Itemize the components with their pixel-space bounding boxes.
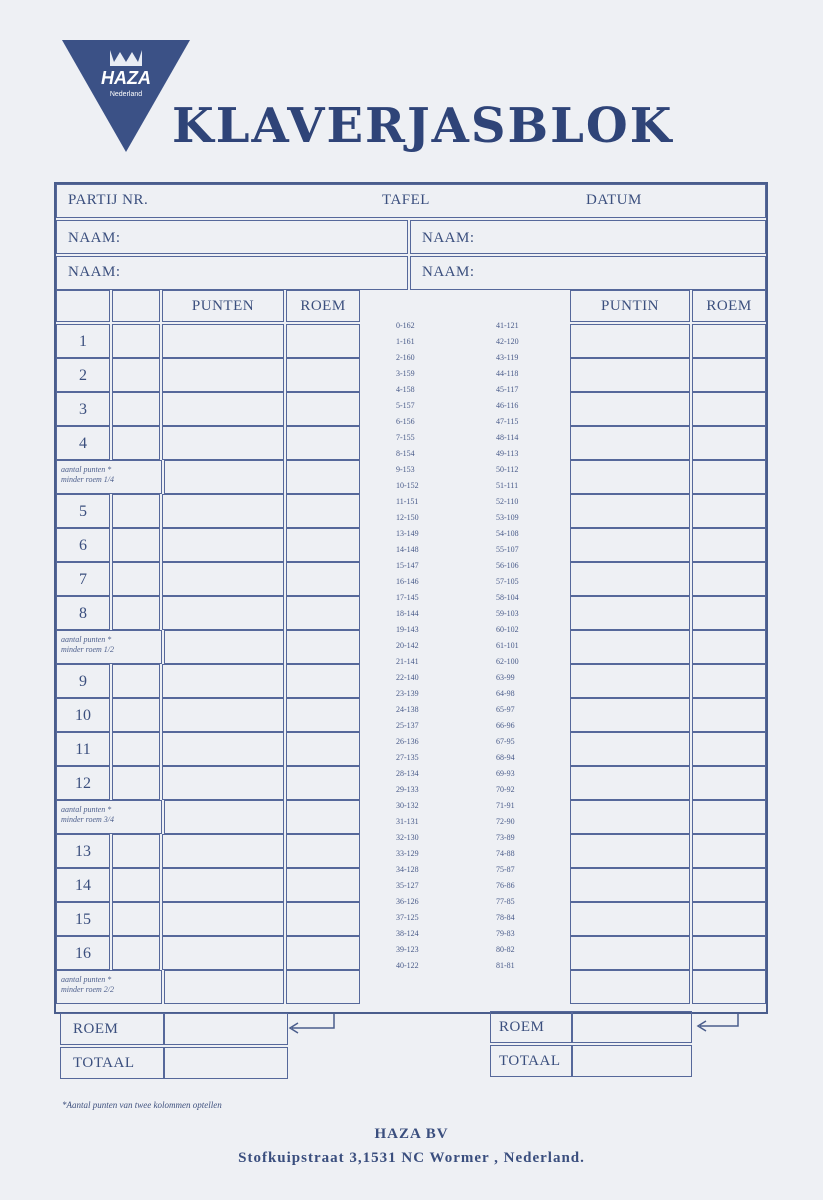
roem-cell-right[interactable] [692, 732, 766, 766]
score-left: 27-135 [396, 753, 419, 762]
score-pair-row [384, 574, 554, 590]
round-number: 8 [56, 596, 110, 630]
score-right: 49-113 [496, 449, 519, 458]
score-right: 47-115 [496, 417, 519, 426]
score-left: 8-154 [396, 449, 415, 458]
punten-cell-right[interactable] [570, 426, 690, 460]
score-left: 26-136 [396, 737, 419, 746]
punten-cell-right[interactable] [570, 324, 690, 358]
score-right: 62-100 [496, 657, 519, 666]
round-mark-cell[interactable] [112, 834, 160, 868]
roem-cell-left[interactable] [286, 494, 360, 528]
score-right: 50-112 [496, 465, 519, 474]
score-right: 43-119 [496, 353, 519, 362]
page-title: KLAVERJASBLOK [172, 98, 674, 154]
roem-total-right[interactable] [572, 1011, 692, 1043]
punten-cell-left[interactable] [162, 664, 284, 698]
score-right: 56-106 [496, 561, 519, 570]
score-left: 21-141 [396, 657, 419, 666]
round-mark-cell[interactable] [112, 358, 160, 392]
score-left: 19-143 [396, 625, 419, 634]
score-left: 10-152 [396, 481, 419, 490]
roem-cell-left[interactable] [286, 868, 360, 902]
punten-cell-left[interactable] [162, 766, 284, 800]
punten-cell-right[interactable] [570, 392, 690, 426]
score-left: 34-128 [396, 865, 419, 874]
note-line-1: aantal punten * [61, 805, 112, 814]
score-right: 52-110 [496, 497, 519, 506]
subtotal-note [56, 970, 162, 1004]
score-right: 66-96 [496, 721, 515, 730]
subtotal-punten-right[interactable] [570, 970, 690, 1004]
score-left: 29-133 [396, 785, 419, 794]
round-mark-cell[interactable] [112, 562, 160, 596]
punten-cell-right[interactable] [570, 834, 690, 868]
round-number: 12 [56, 766, 110, 800]
score-pair-row [384, 382, 554, 398]
roem-cell-left[interactable] [286, 392, 360, 426]
subtotal-punten-left[interactable] [164, 630, 284, 664]
punten-cell-left[interactable] [162, 392, 284, 426]
score-pair-row [384, 942, 554, 958]
score-left: 11-151 [396, 497, 419, 506]
roem-cell-left[interactable] [286, 324, 360, 358]
score-right: 68-94 [496, 753, 515, 762]
score-right: 63-99 [496, 673, 515, 682]
score-right: 81-81 [496, 961, 515, 970]
score-left: 9-153 [396, 465, 415, 474]
subtotal-note [56, 800, 162, 834]
score-right: 80-82 [496, 945, 515, 954]
score-pair-row [384, 926, 554, 942]
roem-cell-right[interactable] [692, 766, 766, 800]
score-left: 40-122 [396, 961, 419, 970]
score-left: 32-130 [396, 833, 419, 842]
score-pair-row [384, 718, 554, 734]
round-mark-cell[interactable] [112, 664, 160, 698]
punten-cell-left[interactable] [162, 868, 284, 902]
score-pair-row [384, 654, 554, 670]
punten-cell-right[interactable] [570, 528, 690, 562]
subtotal-roem-left[interactable] [286, 800, 360, 834]
naam-label-4: NAAM: [422, 264, 475, 280]
score-right: 67-95 [496, 737, 515, 746]
score-left: 23-139 [396, 689, 419, 698]
arrow-left-icon [286, 1012, 338, 1034]
score-right: 77-85 [496, 897, 515, 906]
roem-header-left: ROEM [286, 290, 360, 322]
round-mark-cell[interactable] [112, 426, 160, 460]
score-left: 1-161 [396, 337, 415, 346]
score-pair-row [384, 750, 554, 766]
score-right: 71-91 [496, 801, 515, 810]
punten-cell-left[interactable] [162, 698, 284, 732]
score-pair-row [384, 606, 554, 622]
totaal-right[interactable] [572, 1045, 692, 1077]
roem-cell-right[interactable] [692, 868, 766, 902]
roem-cell-left[interactable] [286, 596, 360, 630]
roem-total-label-left: ROEM [60, 1013, 164, 1045]
score-left: 38-124 [396, 929, 419, 938]
round-number: 4 [56, 426, 110, 460]
subtotal-roem-left[interactable] [286, 460, 360, 494]
score-right: 65-97 [496, 705, 515, 714]
score-pair-row [384, 510, 554, 526]
score-pair-row [384, 878, 554, 894]
score-right: 57-105 [496, 577, 519, 586]
subtotal-roem-right[interactable] [692, 460, 766, 494]
score-pair-row [384, 334, 554, 350]
naam-label-1: NAAM: [68, 230, 121, 246]
roem-cell-left[interactable] [286, 358, 360, 392]
score-pair-row [384, 590, 554, 606]
punten-cell-left[interactable] [162, 358, 284, 392]
score-pair-row [384, 862, 554, 878]
note-line-1: aantal punten * [61, 465, 112, 474]
round-number: 13 [56, 834, 110, 868]
score-pair-row [384, 430, 554, 446]
subtotal-punten-left[interactable] [164, 970, 284, 1004]
roem-cell-left[interactable] [286, 426, 360, 460]
subtotal-roem-right[interactable] [692, 970, 766, 1004]
score-pair-row [384, 910, 554, 926]
score-left: 7-155 [396, 433, 415, 442]
score-pair-row [384, 958, 554, 974]
score-pair-row [384, 830, 554, 846]
score-left: 37-125 [396, 913, 419, 922]
score-left: 17-145 [396, 593, 419, 602]
roem-cell-left[interactable] [286, 562, 360, 596]
score-pair-row [384, 686, 554, 702]
roem-cell-right[interactable] [692, 392, 766, 426]
score-right: 75-87 [496, 865, 515, 874]
score-left: 36-126 [396, 897, 419, 906]
punten-cell-left[interactable] [162, 936, 284, 970]
round-number: 9 [56, 664, 110, 698]
score-left: 6-156 [396, 417, 415, 426]
roem-total-label-right: ROEM [490, 1011, 572, 1043]
roem-cell-right[interactable] [692, 562, 766, 596]
roem-cell-right[interactable] [692, 596, 766, 630]
punten-cell-left[interactable] [162, 902, 284, 936]
subtotal-roem-left[interactable] [286, 970, 360, 1004]
roem-cell-right[interactable] [692, 324, 766, 358]
tafel-label: TAFEL [382, 192, 430, 208]
subtotal-punten-left[interactable] [164, 460, 284, 494]
score-right: 58-104 [496, 593, 519, 602]
score-right: 48-114 [496, 433, 519, 442]
footnote: *Aantal punten van twee kolommen optellen [62, 1100, 222, 1110]
subtotal-punten-right[interactable] [570, 630, 690, 664]
round-mark-cell[interactable] [112, 324, 160, 358]
roem-cell-left[interactable] [286, 528, 360, 562]
round-number: 14 [56, 868, 110, 902]
punten-cell-right[interactable] [570, 698, 690, 732]
round-number: 7 [56, 562, 110, 596]
score-right: 45-117 [496, 385, 519, 394]
round-number: 1 [56, 324, 110, 358]
punten-cell-right[interactable] [570, 936, 690, 970]
score-pair-row [384, 670, 554, 686]
score-pair-row [384, 766, 554, 782]
score-pair-row [384, 542, 554, 558]
score-right: 46-116 [496, 401, 519, 410]
score-left: 12-150 [396, 513, 419, 522]
subtotal-punten-right[interactable] [570, 460, 690, 494]
score-reference-list [384, 318, 554, 974]
punten-cell-left[interactable] [162, 426, 284, 460]
roem-cell-left[interactable] [286, 698, 360, 732]
score-left: 30-132 [396, 801, 419, 810]
note-line-2: minder roem 1/4 [61, 475, 115, 484]
naam-label-3: NAAM: [68, 264, 121, 280]
punten-cell-right[interactable] [570, 596, 690, 630]
score-left: 22-140 [396, 673, 419, 682]
punten-cell-right[interactable] [570, 766, 690, 800]
score-left: 5-157 [396, 401, 415, 410]
score-left: 14-148 [396, 545, 419, 554]
logo-sub: Nederland [109, 91, 143, 98]
score-right: 76-86 [496, 881, 515, 890]
score-reference-table [384, 318, 554, 974]
punten-cell-left[interactable] [162, 834, 284, 868]
score-right: 74-88 [496, 849, 515, 858]
score-pair-row [384, 350, 554, 366]
punten-cell-left[interactable] [162, 596, 284, 630]
roem-cell-left[interactable] [286, 732, 360, 766]
score-right: 79-83 [496, 929, 515, 938]
round-number: 16 [56, 936, 110, 970]
score-left: 2-160 [396, 353, 415, 362]
score-left: 31-131 [396, 817, 419, 826]
score-pair-row [384, 494, 554, 510]
score-right: 64-98 [496, 689, 515, 698]
score-right: 59-103 [496, 609, 519, 618]
round-mark-cell[interactable] [112, 936, 160, 970]
score-left: 0-162 [396, 321, 415, 330]
score-left: 13-149 [396, 529, 419, 538]
score-pair-row [384, 846, 554, 862]
note-line-2: minder roem 1/2 [61, 645, 115, 654]
roem-header-right: ROEM [692, 290, 766, 322]
roem-cell-left[interactable] [286, 936, 360, 970]
score-pair-row [384, 798, 554, 814]
score-pair-row [384, 446, 554, 462]
subtotal-roem-right[interactable] [692, 800, 766, 834]
score-pair-row [384, 366, 554, 382]
punten-cell-left[interactable] [162, 528, 284, 562]
punten-cell-right[interactable] [570, 868, 690, 902]
score-right: 54-108 [496, 529, 519, 538]
partij-label: PARTIJ NR. [68, 192, 149, 208]
score-right: 51-111 [496, 481, 519, 490]
round-mark-cell[interactable] [112, 528, 160, 562]
score-pair-row [384, 398, 554, 414]
haza-logo [62, 40, 190, 152]
round-mark-cell[interactable] [112, 494, 160, 528]
punten-cell-right[interactable] [570, 902, 690, 936]
round-number: 2 [56, 358, 110, 392]
logo-brand: HAZA [101, 68, 151, 88]
score-right: 70-92 [496, 785, 515, 794]
subtotal-note [56, 630, 162, 664]
score-left: 39-123 [396, 945, 419, 954]
score-right: 61-101 [496, 641, 519, 650]
round-number: 15 [56, 902, 110, 936]
punten-cell-right[interactable] [570, 664, 690, 698]
round-mark-cell[interactable] [112, 596, 160, 630]
roem-cell-right[interactable] [692, 528, 766, 562]
score-left: 35-127 [396, 881, 419, 890]
round-number: 6 [56, 528, 110, 562]
round-mark-cell[interactable] [112, 868, 160, 902]
score-right: 73-89 [496, 833, 515, 842]
score-pair-row [384, 478, 554, 494]
score-right: 42-120 [496, 337, 519, 346]
roem-cell-right[interactable] [692, 698, 766, 732]
punten-header-left: PUNTEN [162, 290, 284, 322]
score-right: 69-93 [496, 769, 515, 778]
subtotal-note [56, 460, 162, 494]
arrow-right-icon [692, 1010, 744, 1032]
round-number: 3 [56, 392, 110, 426]
score-right: 41-121 [496, 321, 519, 330]
score-pair-row [384, 414, 554, 430]
score-pair-row [384, 894, 554, 910]
round-number: 10 [56, 698, 110, 732]
company-address: Stofkuipstraat 3,1531 NC Wormer , Nederland. [238, 1150, 585, 1166]
score-left: 16-146 [396, 577, 419, 586]
score-left: 18-144 [396, 609, 419, 618]
score-right: 44-118 [496, 369, 519, 378]
score-pair-row [384, 622, 554, 638]
roem-cell-right[interactable] [692, 834, 766, 868]
left-blank-header-1 [56, 290, 110, 322]
score-right: 60-102 [496, 625, 519, 634]
score-left: 15-147 [396, 561, 419, 570]
score-right: 55-107 [496, 545, 519, 554]
punten-cell-right[interactable] [570, 732, 690, 766]
subtotal-roem-left[interactable] [286, 630, 360, 664]
punten-cell-left[interactable] [162, 562, 284, 596]
score-left: 20-142 [396, 641, 419, 650]
round-mark-cell[interactable] [112, 392, 160, 426]
score-left: 25-137 [396, 721, 419, 730]
round-mark-cell[interactable] [112, 766, 160, 800]
score-left: 4-158 [396, 385, 415, 394]
datum-label: DATUM [586, 192, 642, 208]
round-mark-cell[interactable] [112, 698, 160, 732]
punten-header-right: PUNTIN [570, 290, 690, 322]
note-line-1: aantal punten * [61, 635, 112, 644]
subtotal-punten-right[interactable] [570, 800, 690, 834]
score-left: 3-159 [396, 369, 415, 378]
roem-total-left[interactable] [164, 1013, 288, 1045]
totaal-left[interactable] [164, 1047, 288, 1079]
score-right: 78-84 [496, 913, 515, 922]
note-line-1: aantal punten * [61, 975, 112, 984]
roem-cell-left[interactable] [286, 834, 360, 868]
company-name: HAZA BV [374, 1126, 449, 1142]
punten-cell-left[interactable] [162, 324, 284, 358]
roem-cell-right[interactable] [692, 494, 766, 528]
punten-cell-right[interactable] [570, 494, 690, 528]
punten-cell-right[interactable] [570, 562, 690, 596]
roem-cell-right[interactable] [692, 936, 766, 970]
note-line-2: minder roem 2/2 [61, 985, 115, 994]
score-pair-row [384, 318, 554, 334]
roem-cell-left[interactable] [286, 766, 360, 800]
score-left: 33-129 [396, 849, 419, 858]
roem-cell-right[interactable] [692, 664, 766, 698]
score-pair-row [384, 558, 554, 574]
score-pair-row [384, 526, 554, 542]
punten-cell-right[interactable] [570, 358, 690, 392]
score-right: 72-90 [496, 817, 515, 826]
totaal-label-right: TOTAAL [490, 1045, 572, 1077]
roem-cell-right[interactable] [692, 902, 766, 936]
score-left: 28-134 [396, 769, 419, 778]
score-pair-row [384, 638, 554, 654]
subtotal-punten-left[interactable] [164, 800, 284, 834]
totaal-label-left: TOTAAL [60, 1047, 164, 1079]
score-pair-row [384, 782, 554, 798]
score-left: 24-138 [396, 705, 419, 714]
round-number: 11 [56, 732, 110, 766]
score-pair-row [384, 734, 554, 750]
roem-cell-right[interactable] [692, 426, 766, 460]
score-pair-row [384, 702, 554, 718]
round-mark-cell[interactable] [112, 902, 160, 936]
naam-label-2: NAAM: [422, 230, 475, 246]
punten-cell-left[interactable] [162, 494, 284, 528]
score-right: 53-109 [496, 513, 519, 522]
left-blank-header-2 [112, 290, 160, 322]
roem-cell-left[interactable] [286, 664, 360, 698]
score-pair-row [384, 814, 554, 830]
punten-cell-left[interactable] [162, 732, 284, 766]
roem-cell-right[interactable] [692, 358, 766, 392]
subtotal-roem-right[interactable] [692, 630, 766, 664]
score-pair-row [384, 462, 554, 478]
round-mark-cell[interactable] [112, 732, 160, 766]
round-number: 5 [56, 494, 110, 528]
roem-cell-left[interactable] [286, 902, 360, 936]
note-line-2: minder roem 3/4 [61, 815, 115, 824]
